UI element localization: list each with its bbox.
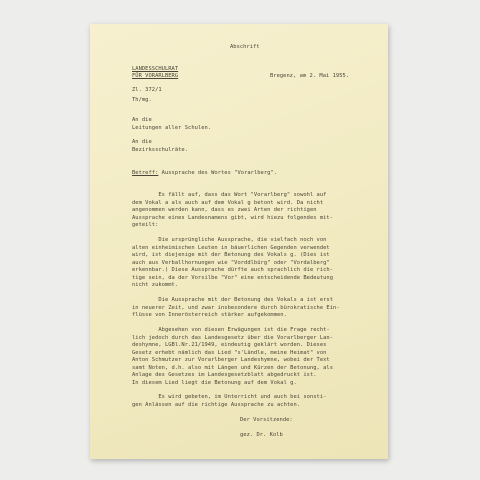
text-line: Aussprache eines Landesnamens gibt, wird hiezu folgendes mit- — [132, 214, 334, 221]
text-line: Es fällt auf, dass das Wort "Vorarlberg" sowohl auf — [132, 192, 327, 198]
text-line: dem Vokal a als auch auf dem Vokal g betont wird. Da nicht — [132, 199, 324, 206]
signature-title: Der Vorsitzende: — [240, 417, 293, 423]
subject-label: Betreff: — [132, 170, 159, 176]
signature-name: gez. Dr. Kolb — [240, 432, 283, 438]
text-line: In diesem Lied liegt die Betonung auf dem Vokal g. — [132, 379, 297, 386]
recipient-line-4: Bezirksschulräte. — [132, 147, 189, 153]
text-line: erkennbar.) Diese Aussprache dürfte auch sprachlich die rich- — [132, 267, 334, 273]
text-line: wird, ist diejenige mit der Betonung des Vokals g. (Dies ist — [132, 252, 330, 258]
text-line: deshymne, LGBl.Nr.21/1949, eindeutig geklärt worden. Dieses — [132, 342, 327, 348]
text-line: Gesetz erhebt nämlich das Lied "s'Ländle, meine Heimat" von — [132, 349, 327, 356]
sender-line-1: LANDESSCHULRAT — [132, 66, 179, 72]
letter-page — [90, 24, 388, 459]
text-line: Anlage des Gesetzes im Landesgesetzblatt abgedruckt ist. — [132, 372, 317, 378]
sender-line-2: FÜR VORARLBERG — [132, 73, 179, 79]
text-line: lich jedoch durch das Landesgesetz über die Vorarlberger Lan- — [132, 334, 334, 341]
recipient-line-1: An die — [132, 117, 152, 123]
text-line: Anton Schmutzer zur Vorarlberger Landeshymne, wobei der Text — [132, 357, 330, 363]
text-line: alten einheimischen Leuten in bäuerlichen Gegenden verwendet — [132, 244, 330, 251]
text-line: Die ursprüngliche Aussprache, die vielfach noch von — [132, 237, 327, 243]
reference-initials: Th/mg. — [132, 97, 152, 103]
text-line: nicht zukommt. — [132, 282, 179, 288]
abschrift-label: Abschrift — [230, 44, 260, 50]
text-line: in neuerer Zeit, und zwar insbesondere durch bürokratische Ein- — [132, 304, 340, 311]
text-line: samt Noten, d.h. also mit Längen und Kürzen der Betonung, als — [132, 364, 334, 371]
subject-text: Aussprache des Wortes "Vorarlberg". — [158, 170, 278, 176]
text-line: angenommen werden kann, dass es zwei Arten der richtigen — [132, 207, 317, 213]
text-line: gen Anlässen auf die richtige Aussprache zu achten. — [132, 401, 301, 408]
recipient-line-3: An die — [132, 139, 152, 145]
text-line: Abgesehen von diesen Erwägungen ist die Frage recht- — [132, 327, 330, 333]
place-date: Bregenz, am 2. Mai 1955. — [270, 73, 350, 79]
text-line: tige sein, da der Vorsilbe "Vor" eine entscheidende Bedeutung — [132, 274, 334, 281]
text-line: auch aus Verballhornungen wie "Vorddlbürg" oder "Vordalberg" — [132, 259, 330, 266]
recipient-line-2: Leitungen aller Schulen. — [132, 125, 212, 131]
text-line: Es wird gebeten, im Unterricht und auch bei sonsti- — [132, 394, 327, 400]
reference-number: Zl. 372/1 — [132, 87, 162, 93]
text-line: Die Aussprache mit der Betonung des Vokals a ist erst — [132, 297, 334, 303]
subject-line — [132, 170, 277, 177]
text-line: geteilt: — [132, 222, 159, 228]
text-line: flüsse von Innerösterreich stärker aufgekommen. — [132, 312, 287, 318]
